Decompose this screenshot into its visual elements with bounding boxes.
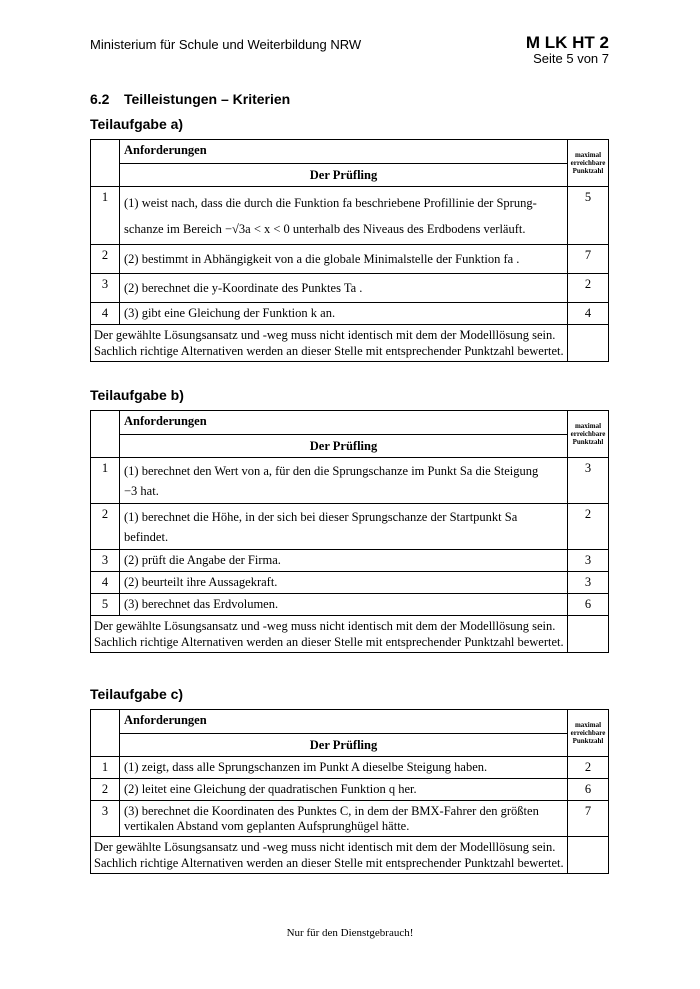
examinee-header: Der Prüfling	[120, 435, 568, 458]
part-c-title: Teilaufgabe c)	[90, 686, 184, 702]
requirement-line: (1) weist nach, dass die durch die Funktion fa beschriebene Profillinie der Sprung-	[124, 196, 537, 210]
footer-points-cell	[568, 616, 609, 653]
requirement-line: befindet.	[124, 530, 169, 544]
row-requirement: (2) leitet eine Gleichung der quadratischen Funktion q her.	[120, 779, 568, 801]
max-points-header: maximal erreichbare Punktzahl	[568, 710, 609, 757]
row-points: 4	[568, 303, 609, 325]
row-number: 3	[91, 550, 120, 572]
row-requirement: (2) bestimmt in Abhängigkeit von a die globale Minimalstelle der Funktion fa .	[120, 245, 568, 274]
table-subheader-row	[91, 734, 609, 757]
evaluation-note: Der gewählte Lösungsansatz und -weg muss nicht identisch mit dem der Modelllösung sein. Sachlich richtige Alternativen werden an dieser Stelle mit entsprechender Punktzahl bewertet.	[91, 837, 568, 874]
criteria-table-b	[90, 410, 609, 653]
evaluation-note: Der gewählte Lösungsansatz und -weg muss nicht identisch mit dem der Modelllösung sein. Sachlich richtige Alternativen werden an dieser Stelle mit entsprechender Punktzahl bewertet.	[91, 325, 568, 362]
table-row	[91, 572, 609, 594]
table-row	[91, 550, 609, 572]
page-number: Seite 5 von 7	[533, 51, 609, 66]
table-row	[91, 245, 609, 274]
section-title: Teilleistungen – Kriterien	[124, 91, 291, 107]
row-requirement	[120, 504, 568, 550]
criteria-table-a	[90, 139, 609, 362]
row-points: 7	[568, 245, 609, 274]
row-requirement: (3) berechnet das Erdvolumen.	[120, 594, 568, 616]
row-requirement	[120, 801, 568, 837]
footer-points-cell	[568, 837, 609, 874]
examinee-header: Der Prüfling	[120, 734, 568, 757]
requirement-line: (1) berechnet den Wert von a, für den die Sprungschanze im Punkt Sa die Steigung	[124, 464, 539, 478]
header-nr-cell	[91, 411, 120, 458]
table-subheader-row	[91, 164, 609, 187]
row-requirement	[120, 187, 568, 245]
row-number: 2	[91, 245, 120, 274]
row-points: 6	[568, 779, 609, 801]
table-subheader-row	[91, 435, 609, 458]
criteria-table-c	[90, 709, 609, 874]
requirements-header: Anforderungen	[120, 140, 568, 164]
row-number: 3	[91, 801, 120, 837]
row-points: 7	[568, 801, 609, 837]
table-row	[91, 303, 609, 325]
table-footer-row	[91, 837, 609, 874]
row-points: 5	[568, 187, 609, 245]
table-row	[91, 757, 609, 779]
table-row	[91, 594, 609, 616]
row-number: 1	[91, 757, 120, 779]
row-number: 1	[91, 187, 120, 245]
row-number: 2	[91, 779, 120, 801]
examinee-header: Der Prüfling	[120, 164, 568, 187]
header-nr-cell	[91, 140, 120, 187]
footer-points-cell	[568, 325, 609, 362]
requirement-line: (1) berechnet die Höhe, in der sich bei dieser Sprungschanze der Startpunkt Sa	[124, 510, 518, 524]
document-code: M LK HT 2	[525, 33, 609, 52]
row-number: 4	[91, 572, 120, 594]
table-row	[91, 779, 609, 801]
row-requirement: (2) beurteilt ihre Aussagekraft.	[120, 572, 568, 594]
row-points: 3	[568, 550, 609, 572]
section-heading	[90, 91, 290, 107]
section-number: 6.2	[90, 91, 110, 107]
table-header-row	[91, 140, 609, 164]
table-row	[91, 504, 609, 550]
row-number: 5	[91, 594, 120, 616]
part-b-title: Teilaufgabe b)	[90, 387, 184, 403]
requirement-line: −3 hat.	[124, 484, 159, 498]
row-number: 1	[91, 458, 120, 504]
header-nr-cell	[91, 710, 120, 757]
table-header-row	[91, 710, 609, 734]
internal-use-note: Nur für den Dienstgebrauch!	[286, 927, 414, 939]
table-row	[91, 801, 609, 837]
requirement-line: vertikalen Abstand vom geplanten Aufsprunghügel hätte.	[124, 819, 410, 833]
row-requirement	[120, 458, 568, 504]
row-requirement: (2) berechnet die y-Koordinate des Punktes Ta .	[120, 274, 568, 303]
requirements-header: Anforderungen	[120, 411, 568, 435]
table-row	[91, 187, 609, 245]
max-points-header: maximal erreichbare Punktzahl	[568, 411, 609, 458]
row-points: 3	[568, 572, 609, 594]
row-requirement: (3) gibt eine Gleichung der Funktion k an.	[120, 303, 568, 325]
requirement-line: (3) berechnet die Koordinaten des Punktes C, in dem der BMX-Fahrer den größten	[124, 804, 539, 818]
table-header-row	[91, 411, 609, 435]
requirement-line: schanze im Bereich −√3a < x < 0 unterhalb des Niveaus des Erdbodens verläuft.	[124, 222, 526, 236]
row-number: 4	[91, 303, 120, 325]
requirements-header: Anforderungen	[120, 710, 568, 734]
max-points-header: maximal erreichbare Punktzahl	[568, 140, 609, 187]
row-number: 2	[91, 504, 120, 550]
row-requirement: (2) prüft die Angabe der Firma.	[120, 550, 568, 572]
table-footer-row	[91, 325, 609, 362]
row-points: 3	[568, 458, 609, 504]
table-footer-row	[91, 616, 609, 653]
table-row	[91, 274, 609, 303]
row-requirement: (1) zeigt, dass alle Sprungschanzen im Punkt A dieselbe Steigung haben.	[120, 757, 568, 779]
row-points: 2	[568, 504, 609, 550]
evaluation-note: Der gewählte Lösungsansatz und -weg muss nicht identisch mit dem der Modelllösung sein. Sachlich richtige Alternativen werden an dieser Stelle mit entsprechender Punktzahl bewertet.	[91, 616, 568, 653]
row-points: 2	[568, 757, 609, 779]
row-points: 2	[568, 274, 609, 303]
row-points: 6	[568, 594, 609, 616]
table-row	[91, 458, 609, 504]
row-number: 3	[91, 274, 120, 303]
part-a-title: Teilaufgabe a)	[90, 116, 184, 132]
document-code-block	[526, 33, 609, 66]
ministry-name: Ministerium für Schule und Weiterbildung NRW	[90, 37, 362, 52]
